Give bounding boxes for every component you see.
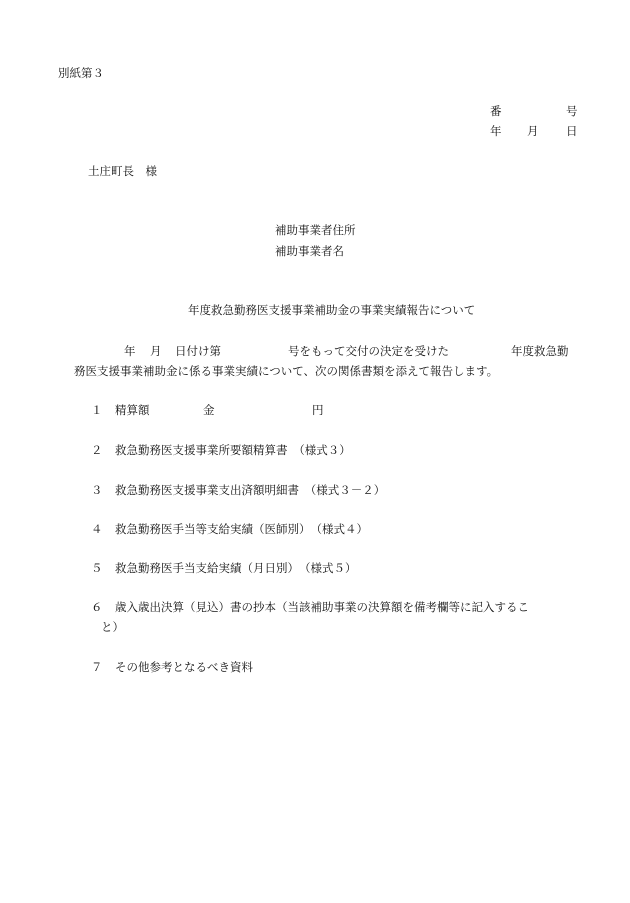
applicant-address-label: 補助事業者住所 [275, 223, 356, 237]
number-label-right: 号 [566, 104, 578, 118]
item-amount-label: 金 [203, 403, 215, 417]
body-date-number: 日付け第 [175, 344, 221, 358]
number-label-left: 番 [490, 104, 502, 118]
item-yen-label: 円 [312, 403, 324, 417]
body-decision: 号をもって交付の決定を受けた [288, 344, 449, 358]
attachment-label: 別紙第３ [58, 66, 104, 80]
item-text: 救急勤務医支援事業支出済額明細書 （様式３－２） [115, 483, 386, 497]
item-number: ７ [91, 660, 103, 674]
item-text: 救急勤務医手当支給実績（月日別） （様式５） [115, 561, 357, 575]
item-text: 救急勤務医支援事業所要額精算書 （様式３） [115, 443, 351, 457]
item-number: ５ [91, 561, 103, 575]
item-number: ３ [91, 483, 103, 497]
body-fiscal-year: 年度救急勤 [511, 344, 569, 358]
date-day: 日 [566, 124, 578, 138]
applicant-name-label: 補助事業者名 [275, 244, 344, 258]
document-title: 年度救急勤務医支援事業補助金の事業実績報告について [188, 303, 476, 317]
item-number: ４ [91, 522, 103, 536]
item-text-line-1: 歳入歳出決算（見込）書の抄本（当該補助事業の決算額を備考欄等に記入するこ [115, 600, 529, 614]
item-number: ６ [91, 600, 103, 614]
item-text-line-2: と） [101, 620, 124, 634]
body-month: 月 [150, 344, 162, 358]
date-month: 月 [527, 124, 539, 138]
body-line-2: 務医支援事業補助金に係る事業実績について、次の関係書類を添えて報告します。 [74, 364, 499, 378]
date-year: 年 [490, 124, 502, 138]
item-settlement-label: 精算額 [115, 403, 150, 417]
body-year: 年 [124, 344, 136, 358]
item-text: 救急勤務医手当等支給実績（医師別） （様式４） [115, 522, 368, 536]
addressee: 土庄町長 様 [88, 164, 157, 178]
item-number: １ [91, 403, 103, 417]
item-text: その他参考となるべき資料 [115, 660, 253, 674]
item-number: ２ [91, 443, 103, 457]
